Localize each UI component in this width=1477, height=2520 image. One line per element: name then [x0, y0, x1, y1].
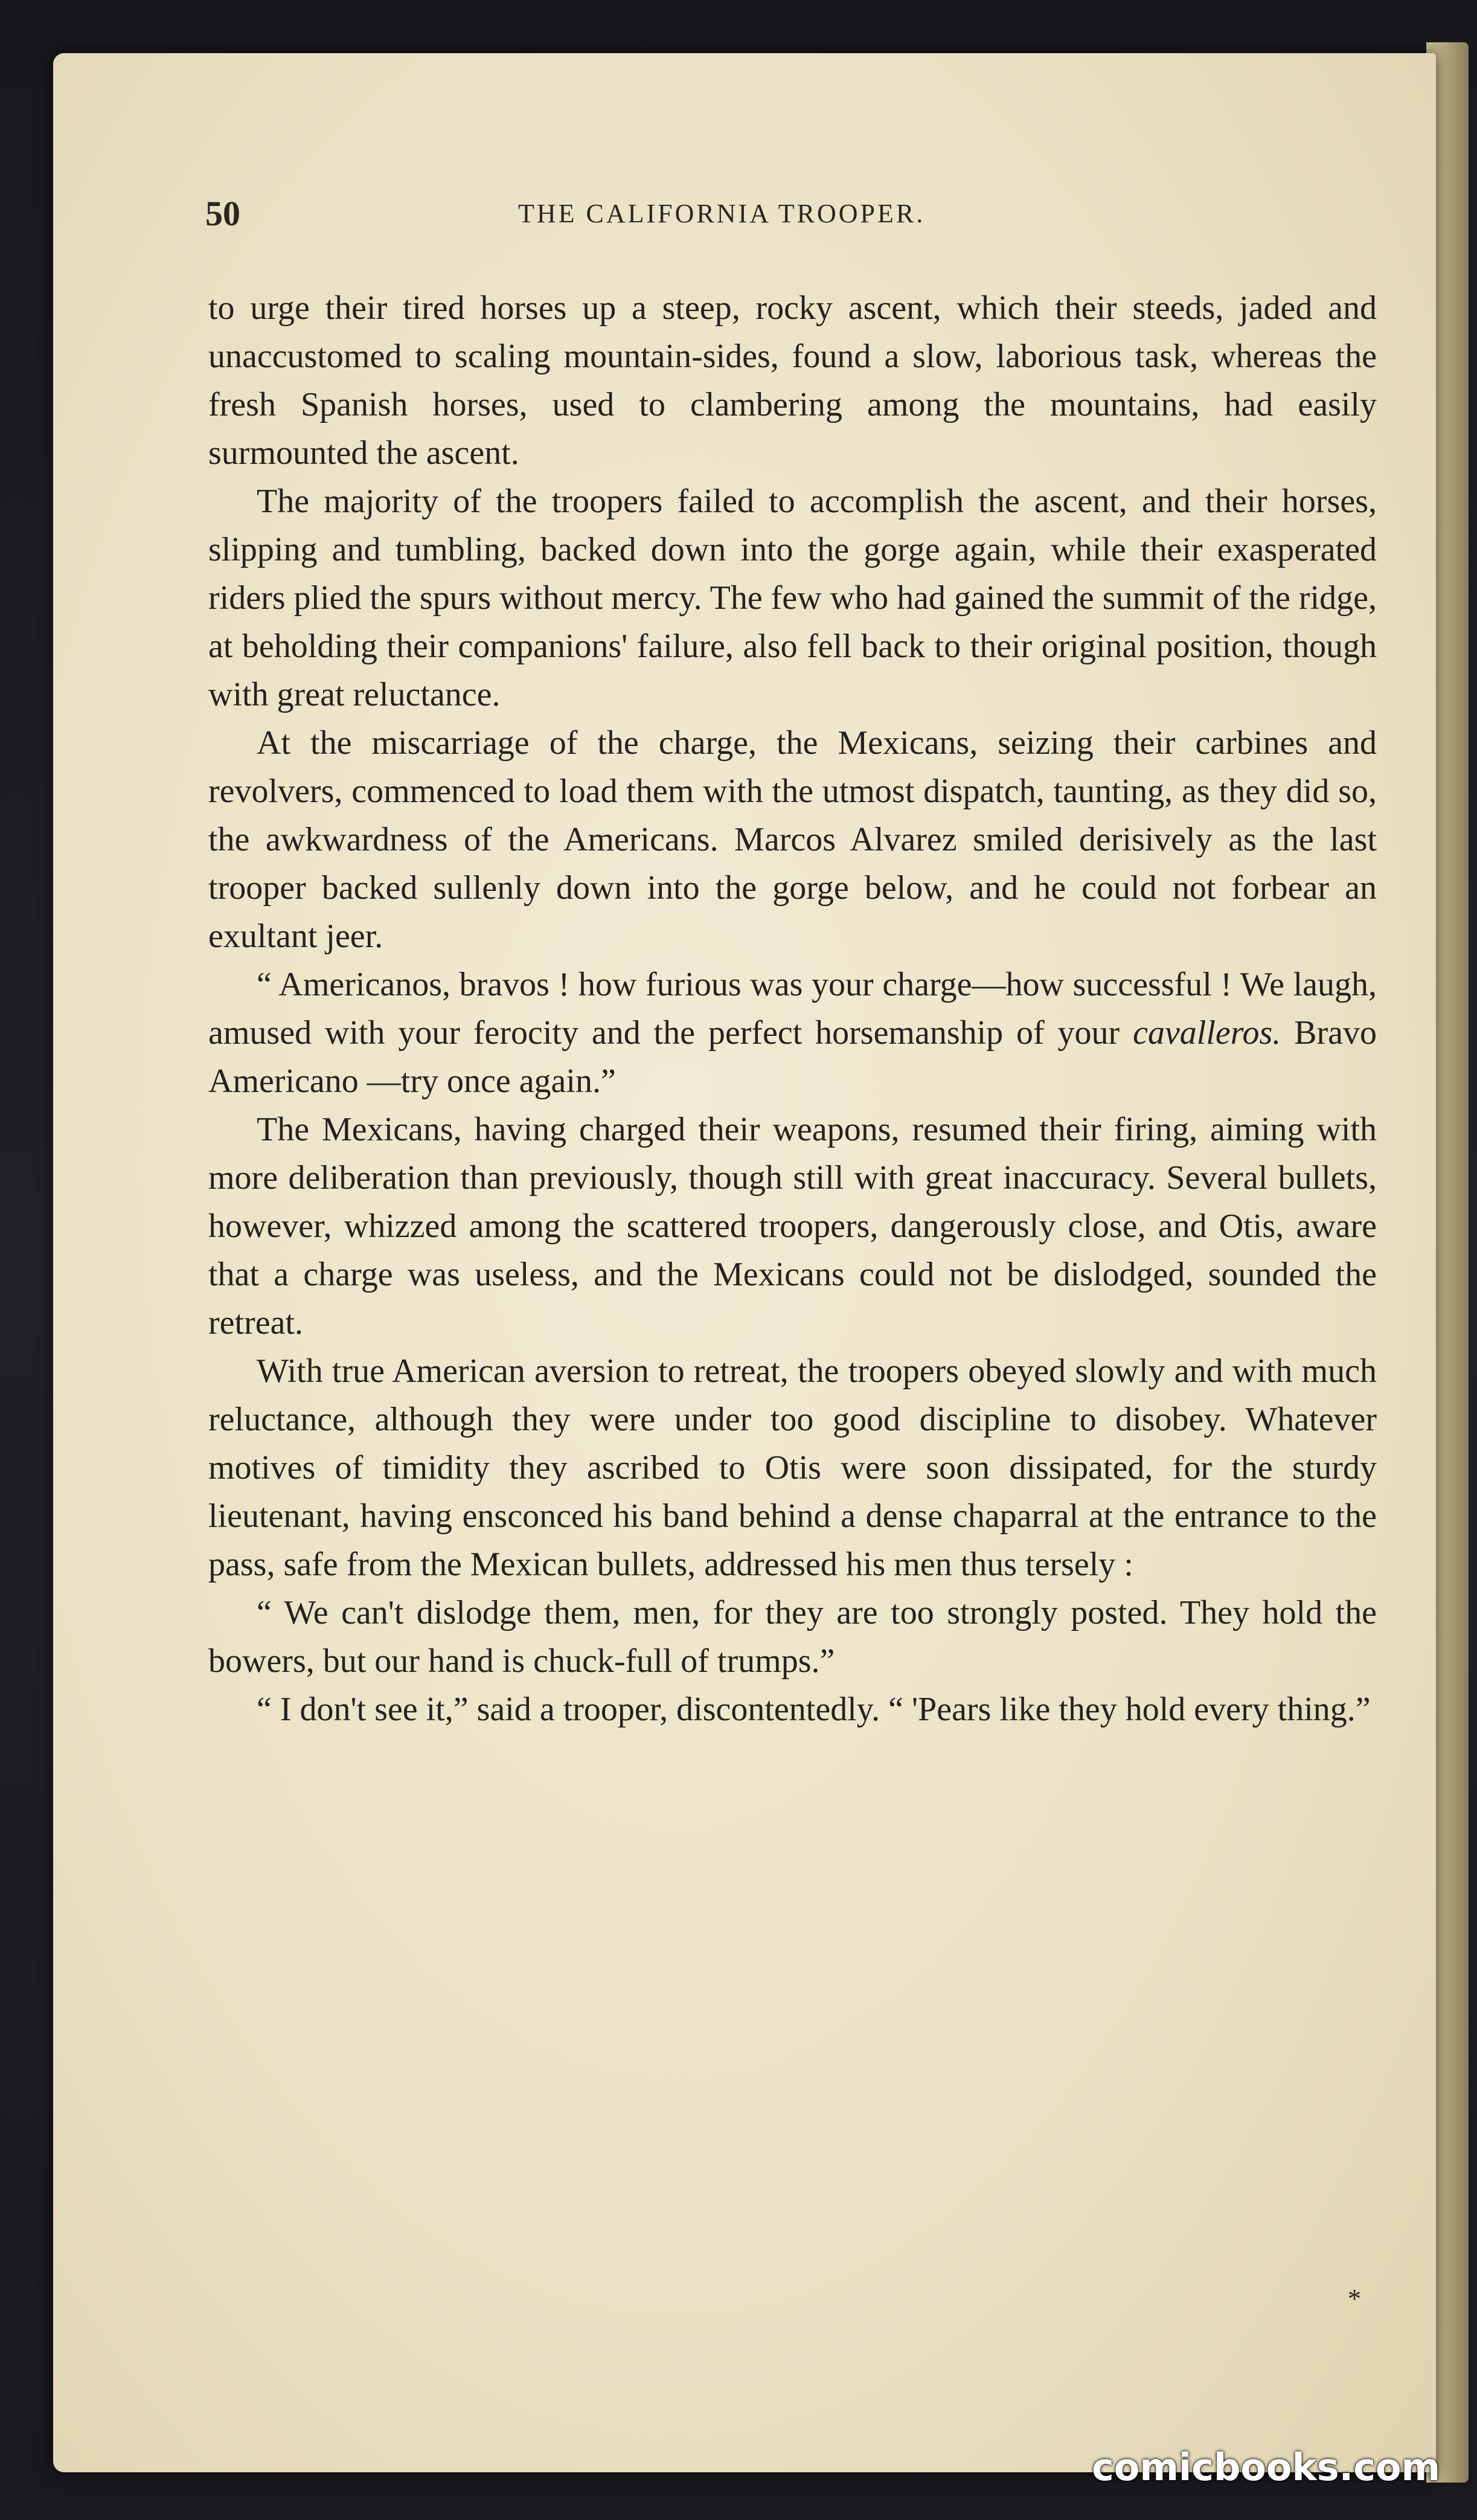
printer-mark: *: [1348, 2284, 1361, 2313]
paragraph-4: [208, 960, 1377, 1105]
site-watermark: comicbooks.com: [1092, 2445, 1441, 2489]
page-number: 50: [205, 194, 240, 233]
paragraph-4-text: “ Americanos, bravos ! how furious was your charge—how successful ! We laugh, amused with your ferocity and the perfect horsemanship of your: [208, 966, 1377, 1052]
paragraph-7: “ We can't dislodge them, men, for they are too strongly posted. They hold the bowers, but our hand is chuck-full of trumps.”: [208, 1594, 1377, 1680]
paragraph-8: “ I don't see it,” said a trooper, discontentedly. “ 'Pears like they hold every thing.”: [257, 1691, 1371, 1728]
body-text: [208, 284, 1377, 1734]
paragraph-1: to urge their tired horses up a steep, rocky ascent, which their steeds, jaded and unaccustomed to scaling mountain-sides, found a slow, laborious task, whereas the fresh Spanish horses, used to clambering among the mountains, had easily surmounted the ascent.: [208, 289, 1377, 472]
paragraph-3: At the miscarriage of the charge, the Mexicans, seizing their carbines and revolvers, commenced to load them with the utmost dispatch, taunting, as they did so, the awkwardness of the Americans. Marcos Alvarez smiled derisively as the last trooper backed sullenly down into the gorge below, and he could not forbear an exultant jeer.: [208, 724, 1377, 955]
italic-word: cavalleros.: [1133, 1014, 1281, 1052]
paragraph-4-end: Bravo Americano —try once again.”: [208, 1014, 1377, 1100]
running-head: THE CALIFORNIA TROOPER.: [518, 199, 926, 228]
paragraph-2: The majority of the troopers failed to accomplish the ascent, and their horses, slipping and tumbling, backed down into the gorge again, while their exasperated riders plied the spurs without mercy. The few who had gained the summit of the ridge, at beholding their companions' failure, also fell back to their original position, though with great reluctance.: [208, 483, 1377, 713]
paragraph-5: The Mexicans, having charged their weapons, resumed their firing, aiming with more deliberation than previously, though still with great inaccuracy. Several bullets, however, whizzed among the scattered troopers, dangerously close, and Otis, aware that a charge was useless, and the Mexicans could not be dislodged, sounded the retreat.: [208, 1111, 1377, 1342]
paragraph-6: With true American aversion to retreat, the troopers obeyed slowly and with much reluctance, although they were under too good discipline to disobey. Whatever motives of timidity they ascribed to Otis were soon dissipated, for the sturdy lieutenant, having ensconced his band behind a dense chaparral at the entrance to the pass, safe from the Mexican bullets, addressed his men thus tersely :: [208, 1352, 1377, 1583]
